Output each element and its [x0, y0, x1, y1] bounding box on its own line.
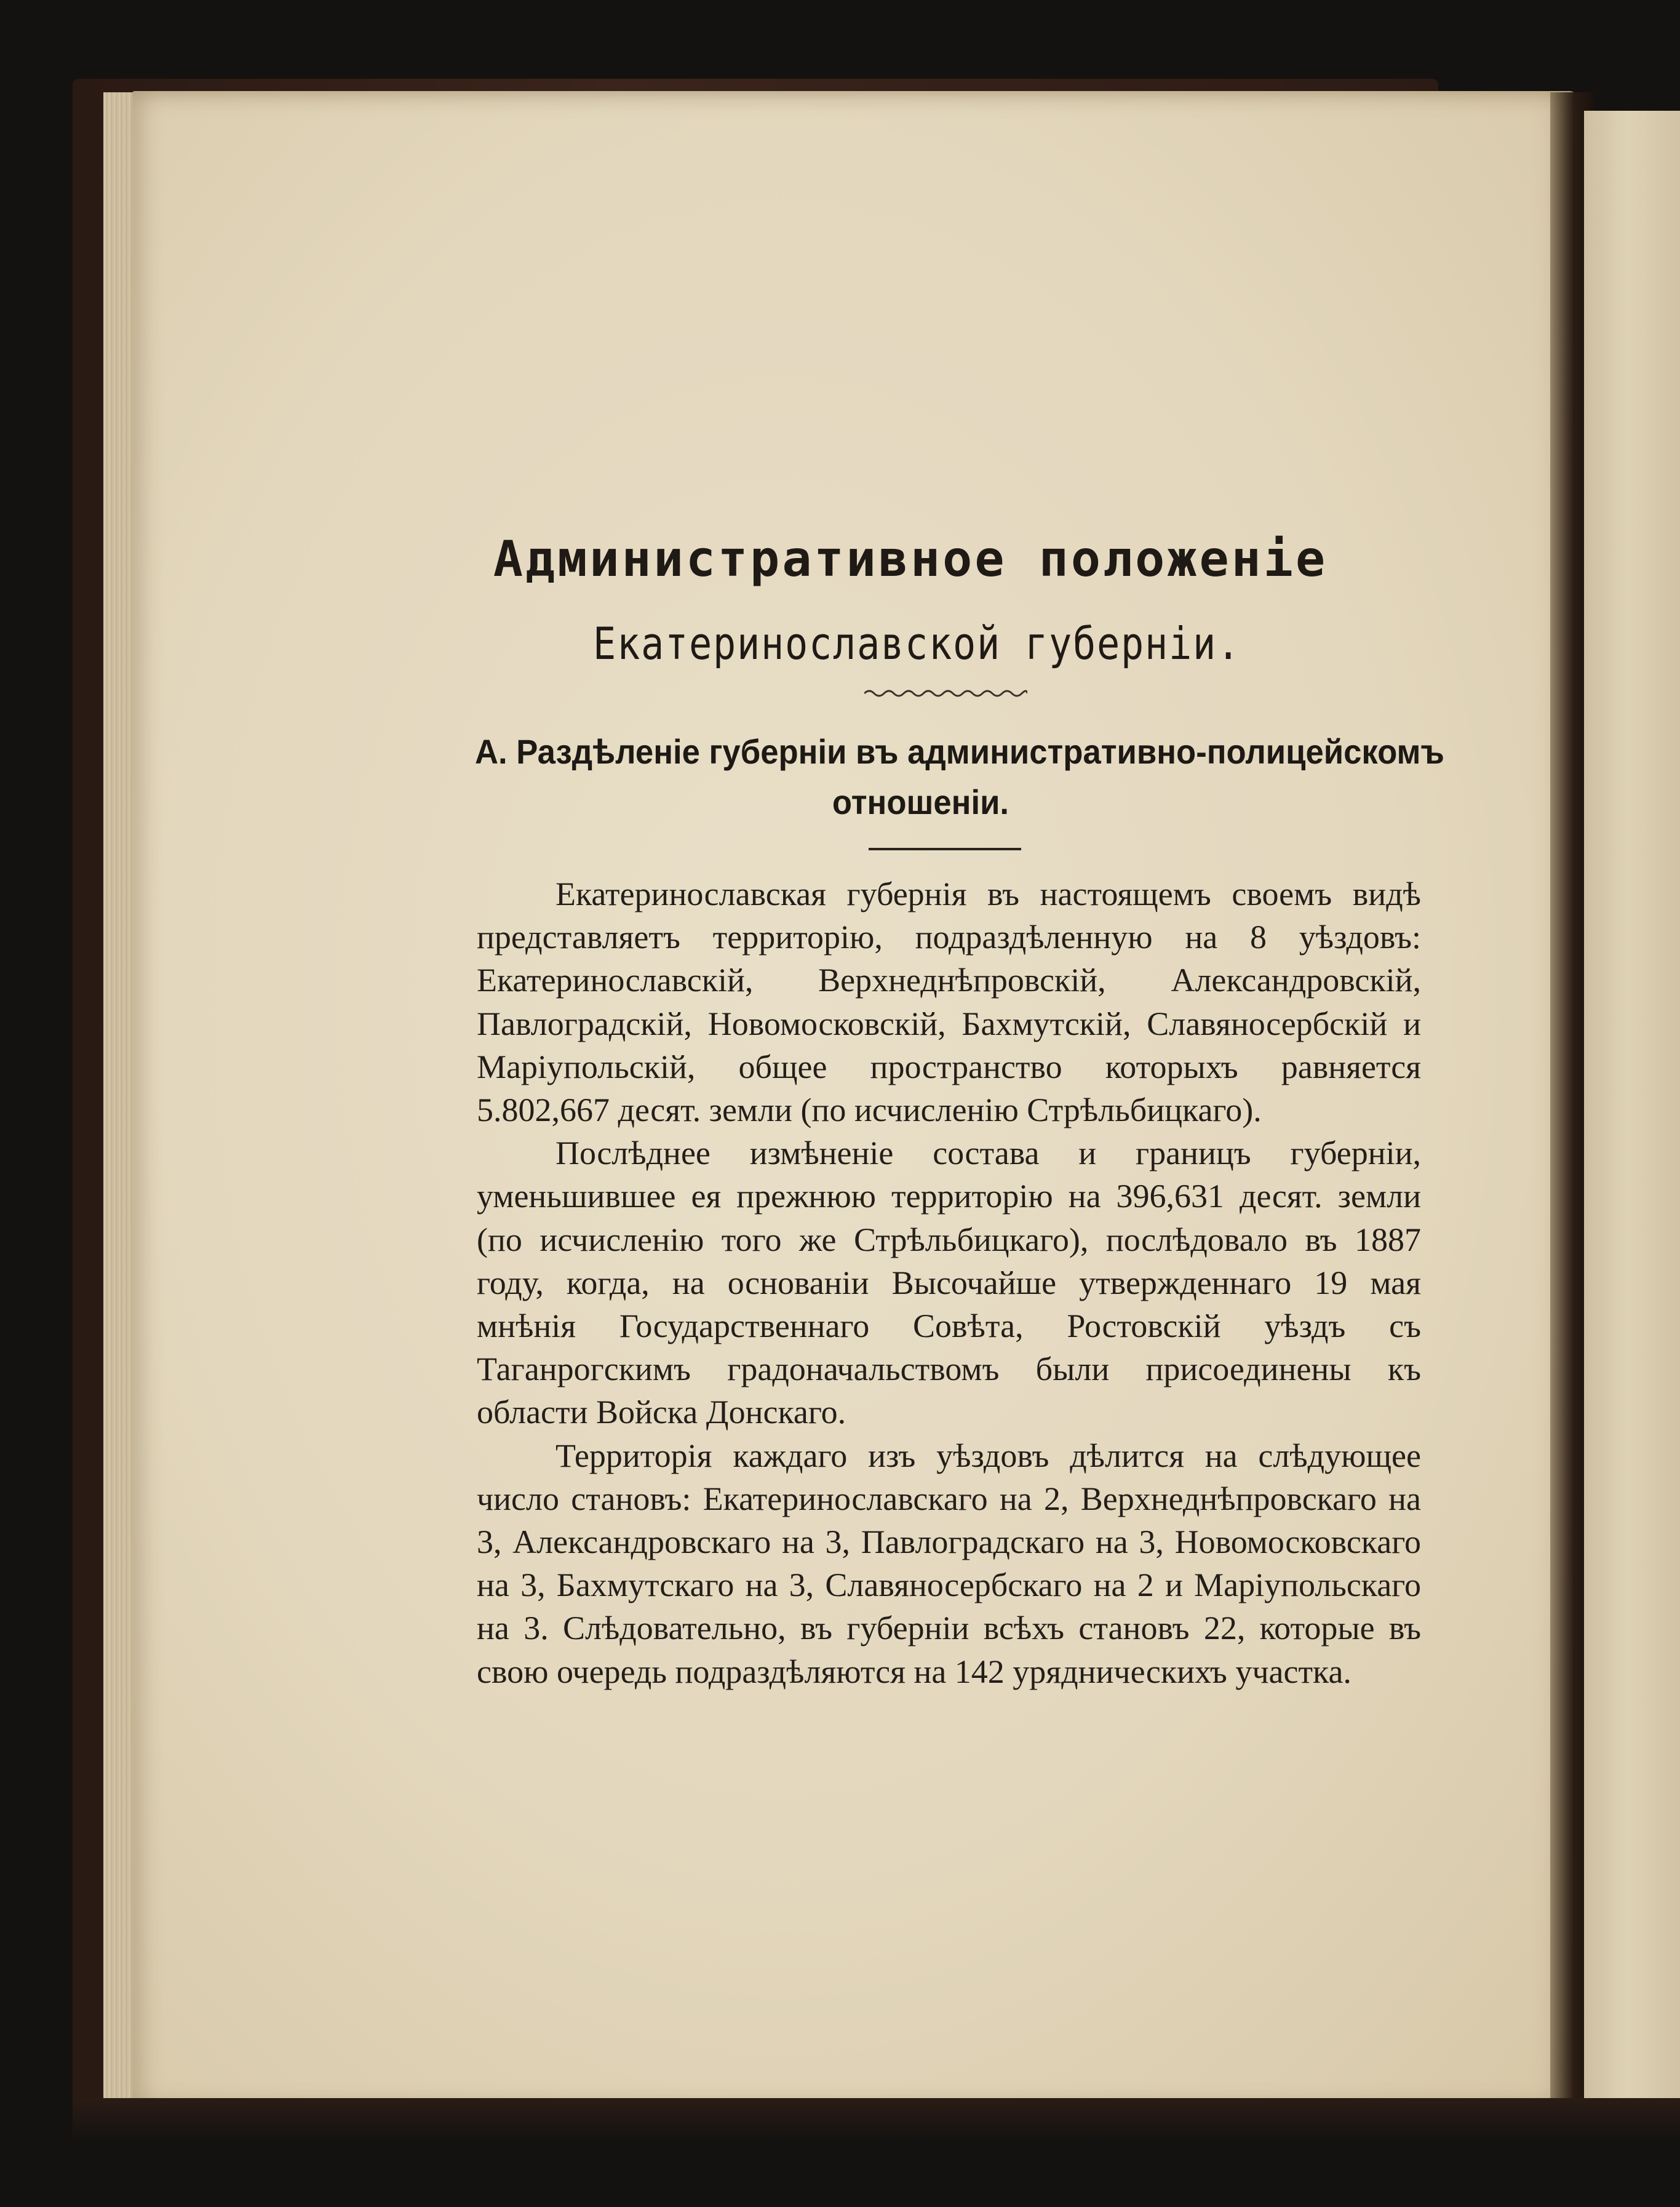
decorative-squiggle: [864, 687, 1027, 700]
facing-page-edge: [1584, 111, 1680, 2098]
page-subtitle: Екатеринославской губернiи.: [593, 618, 1241, 669]
section-heading-line-2: отношенiи.: [832, 783, 1009, 821]
page-title: Административное положенiе: [493, 530, 1328, 588]
heading-rule: [869, 848, 1021, 850]
section-heading: [475, 727, 1444, 828]
bottom-shadow: [73, 2098, 1680, 2141]
body-text: [477, 872, 1421, 1693]
paragraph: Екатеринославская губернiя въ настоящемъ своемъ видѣ представляетъ территорiю, подраздѣленную на 8 уѣздовъ: Екатеринославскiй, Верхнеднѣпровскiй, Александровскiй, Павлоградскiй, Новомосковскiй, Бахмутскiй, Славяносербскiй и Марiупольскiй, общее пространство которыхъ равняется 5.802,667 десят. земли (по исчисленiю Стрѣльбицкаго).: [477, 876, 1421, 1129]
section-heading-line-1: А. Раздѣленiе губернiи въ административно-полицейскомъ: [475, 732, 1444, 771]
paragraph: Послѣднее измѣненiе состава и границъ губернiи, уменьшившее ея прежнюю территорiю на 396,631 десят. земли (по исчисленiю того же Стрѣльбицкаго), послѣдовало въ 1887 году, когда, на основанiи Высочайше утвержденнаго 19 мая мнѣнiя Государственнаго Совѣта, Ростовскiй уѣздъ съ Таганрогскимъ градоначальствомъ были присоединены къ области Войска Донскаго.: [477, 1135, 1421, 1431]
paragraph: Территорiя каждаго изъ уѣздовъ дѣлится на слѣдующее число становъ: Екатеринославскаго на 2, Верхнеднѣпровскаго на 3, Александровскаго на 3, Павлоградскаго на 3, Новомосковскаго на 3, Бахмутскаго на 3, Славяносербскаго на 2 и Марiупольскаго на 3. Слѣдовательно, въ губернiи всѣхъ становъ 22, которые въ свою очередь подраздѣляются на 142 урядническихъ участка.: [477, 1437, 1421, 1690]
